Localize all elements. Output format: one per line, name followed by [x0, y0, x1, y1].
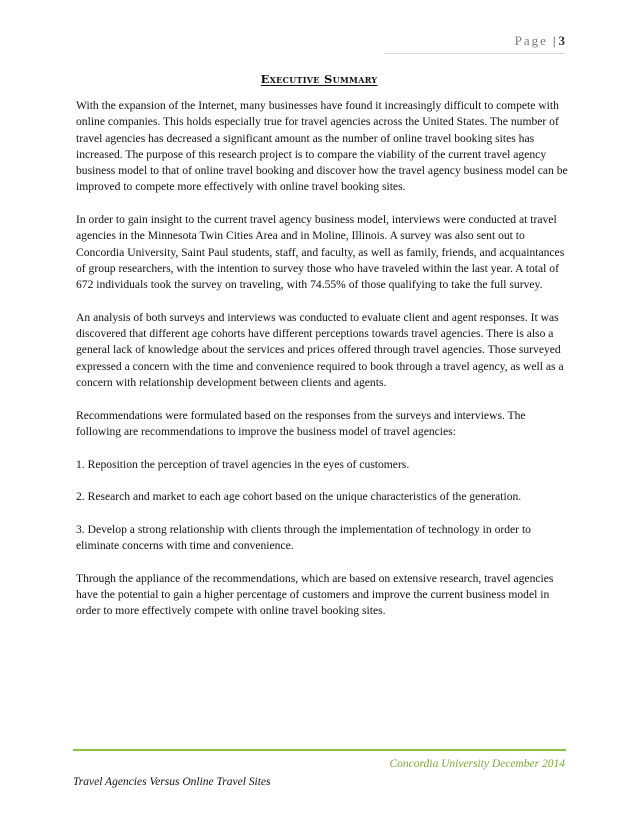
header-divider — [384, 53, 565, 54]
paragraph-analysis: An analysis of both surveys and interviews was conducted to evaluate client and agent responses. It was discovered that different age cohorts have different perceptions towards travel agencies. There is also a general lack of knowledge about the services and prices offered through travel agencies. Those surveyed expressed a concern with the time and convenience required to book through a travel agency, as well as a concern with relationship development between clients and agents. — [76, 310, 564, 390]
footer-divider — [73, 749, 566, 751]
page-number: 3 — [558, 33, 565, 48]
footer-document-title: Travel Agencies Versus Online Travel Sites — [73, 776, 271, 788]
footer-organization-date: Concordia University December 2014 — [389, 758, 565, 770]
section-title: Executive Summary — [260, 72, 378, 86]
page-label: Page — [514, 33, 548, 48]
recommendation-item: 1. Reposition the perception of travel agencies in the eyes of customers. — [76, 457, 410, 471]
page-separator: | — [552, 33, 556, 48]
paragraph-conclusion: Through the appliance of the recommendations, which are based on extensive research, travel agencies have the potential to gain a higher percentage of customers and improve the current business model in order to more effectively compete with online travel booking sites. — [76, 571, 554, 618]
paragraph-recommendations-intro: Recommendations were formulated based on the responses from the surveys and interviews. The following are recommendations to improve the business model of travel agencies: — [76, 408, 526, 438]
page-header — [515, 33, 565, 49]
recommendation-item: 2. Research and market to each age cohort based on the unique characteristics of the generation. — [76, 490, 522, 504]
paragraph-intro: With the expansion of the Internet, many businesses have found it increasingly difficult to compete with online companies. This holds especially true for travel agencies across the United States. The number of travel agencies has decreased a significant amount as the number of online travel booking sites has increased. The purpose of this research project is to compare the viability of the current travel agency business model to that of online travel booking and discover how the travel agency business model can be improved to compete more effectively with online travel booking sites. — [76, 99, 568, 194]
recommendation-item: 3. Develop a strong relationship with clients through the implementation of technology in order to eliminate concerns with time and convenience. — [76, 522, 531, 553]
document-body — [76, 98, 568, 636]
paragraph-methodology: In order to gain insight to the current travel agency business model, interviews were conducted at travel agencies in the Minnesota Twin Cities Area and in Moline, Illinois. A survey was also sent out to Concordia University, Saint Paul students, staff, and faculty, as well as family, friends, and acquaintances of group researchers, with the intention to survey those who have traveled within the last year. A total of 672 individuals took the survey on traveling, with 74.55% of those qualifying to take the full survey. — [76, 213, 565, 292]
